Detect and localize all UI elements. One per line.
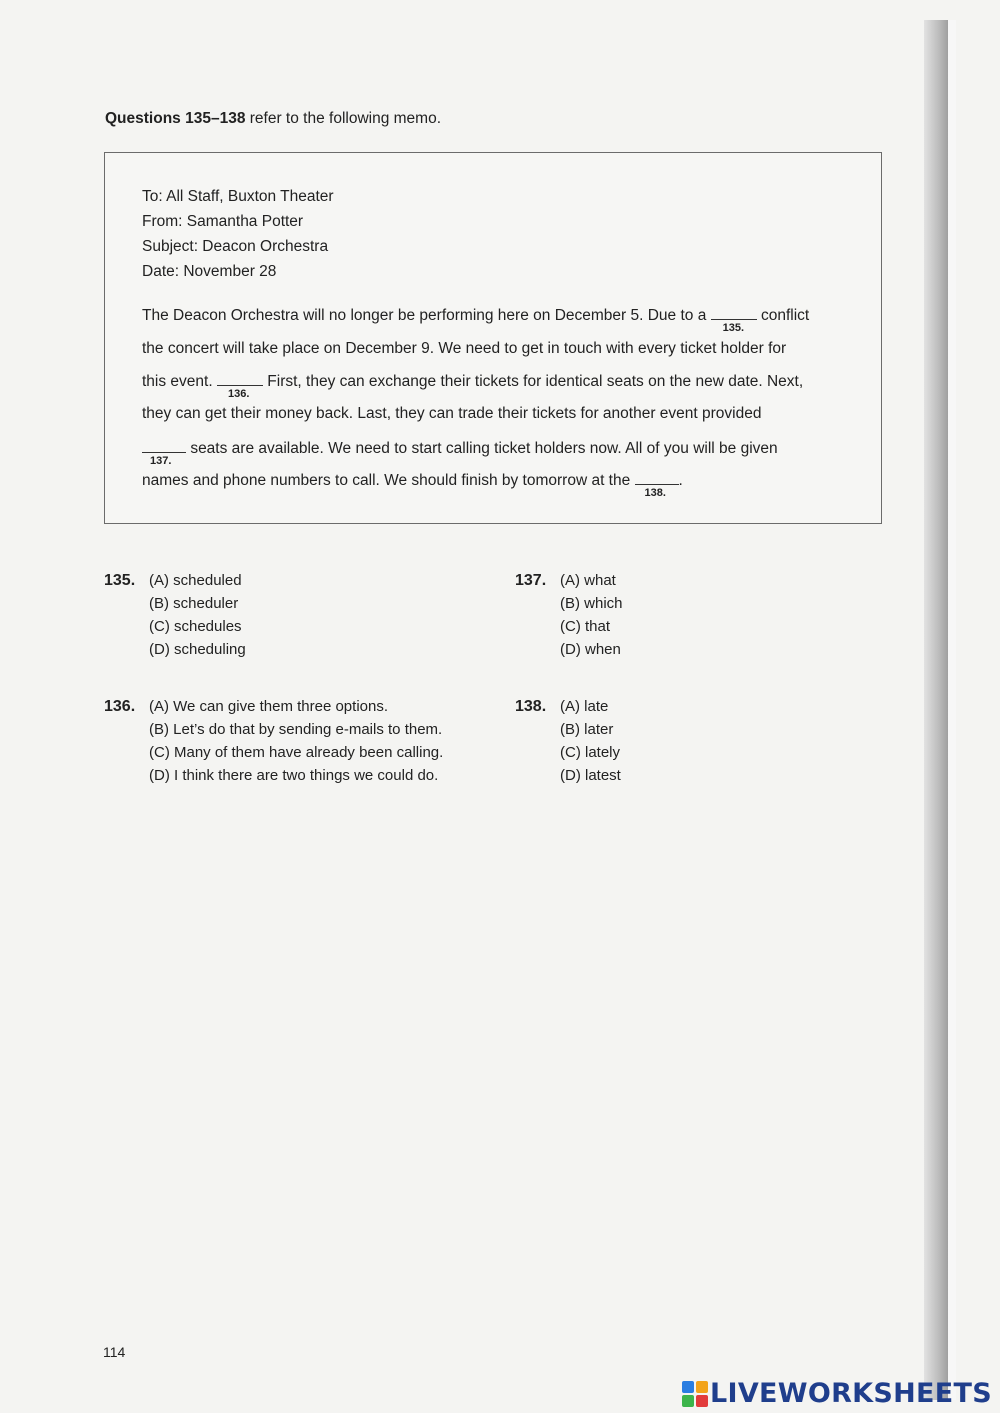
memo-from: From: Samantha Potter bbox=[142, 213, 304, 230]
memo-line-2: the concert will take place on December 9. We need to get in touch with every ticket holder for bbox=[142, 340, 787, 357]
memo-to: To: All Staff, Buxton Theater bbox=[142, 188, 334, 205]
question-137 bbox=[515, 572, 715, 672]
questions-range: Questions 135–138 bbox=[105, 110, 246, 127]
question-138-option-c[interactable]: (C) lately bbox=[560, 744, 621, 761]
memo-line-4: they can get their money back. Last, they can trade their tickets for another event provided bbox=[142, 405, 762, 422]
blank-136[interactable] bbox=[217, 372, 263, 400]
question-137-option-b[interactable]: (B) which bbox=[560, 595, 623, 612]
liveworksheets-logo[interactable] bbox=[682, 1378, 992, 1409]
memo-line-1-text: The Deacon Orchestra will no longer be performing here on December 5. Due to a bbox=[142, 307, 707, 324]
memo-subject: Subject: Deacon Orchestra bbox=[142, 238, 329, 255]
memo-box bbox=[104, 152, 882, 524]
page-binding-shadow bbox=[924, 20, 948, 1400]
blank-138-number: 138. bbox=[644, 487, 666, 499]
question-136-number: 136. bbox=[104, 698, 136, 715]
question-135-option-a[interactable]: (A) scheduled bbox=[149, 572, 242, 589]
question-138-number: 138. bbox=[515, 698, 547, 715]
question-136-option-c[interactable]: (C) Many of them have already been calling. bbox=[149, 744, 444, 761]
memo-line-3 bbox=[142, 372, 804, 400]
memo-line-1 bbox=[142, 306, 810, 334]
questions-intro bbox=[105, 110, 441, 128]
question-135-option-c[interactable]: (C) schedules bbox=[149, 618, 242, 635]
question-135-option-d[interactable]: (D) scheduling bbox=[149, 641, 246, 658]
blank-135[interactable] bbox=[711, 306, 757, 334]
question-136-option-d[interactable]: (D) I think there are two things we could do. bbox=[149, 767, 439, 784]
liveworksheets-logo-icon bbox=[682, 1381, 708, 1407]
memo-line-6-text: names and phone numbers to call. We should finish by tomorrow at the bbox=[142, 472, 631, 489]
blank-135-number: 135. bbox=[722, 322, 745, 334]
question-138-option-a[interactable]: (A) late bbox=[560, 698, 609, 715]
question-135-option-b[interactable]: (B) scheduler bbox=[149, 595, 239, 612]
memo-line-1-text-after: conflict bbox=[760, 307, 810, 324]
question-137-number: 137. bbox=[515, 572, 547, 589]
memo-line-5-text-after: seats are available. We need to start calling ticket holders now. All of you will be given bbox=[190, 440, 778, 457]
memo-line-6-period: . bbox=[678, 472, 683, 489]
liveworksheets-logo-text: LIVEWORKSHEETS bbox=[709, 1378, 992, 1409]
blank-136-number: 136. bbox=[227, 388, 250, 400]
question-136 bbox=[104, 698, 484, 798]
question-135-number: 135. bbox=[104, 572, 136, 589]
memo-line-3-text: this event. bbox=[142, 373, 213, 390]
memo-line-3-text-after: First, they can exchange their tickets for identical seats on the new date. Next, bbox=[267, 373, 804, 390]
blank-137[interactable] bbox=[142, 439, 186, 467]
page-edge bbox=[948, 20, 956, 1400]
question-138-option-b[interactable]: (B) later bbox=[560, 721, 614, 738]
question-137-option-a[interactable]: (A) what bbox=[560, 572, 616, 589]
question-138-option-d[interactable]: (D) latest bbox=[560, 767, 621, 784]
blank-138[interactable] bbox=[635, 471, 679, 499]
question-136-option-b[interactable]: (B) Let’s do that by sending e-mails to them. bbox=[149, 721, 443, 738]
blank-137-number: 137. bbox=[150, 455, 172, 467]
page-number: 114 bbox=[103, 1344, 126, 1360]
question-136-option-a[interactable]: (A) We can give them three options. bbox=[149, 698, 389, 715]
question-137-option-c[interactable]: (C) that bbox=[560, 618, 611, 635]
memo-line-6 bbox=[142, 471, 683, 499]
memo-line-5 bbox=[142, 439, 778, 467]
question-135 bbox=[104, 572, 464, 672]
memo-date: Date: November 28 bbox=[142, 263, 277, 280]
question-138 bbox=[515, 698, 715, 798]
question-137-option-d[interactable]: (D) when bbox=[560, 641, 621, 658]
questions-intro-text: refer to the following memo. bbox=[245, 110, 442, 127]
